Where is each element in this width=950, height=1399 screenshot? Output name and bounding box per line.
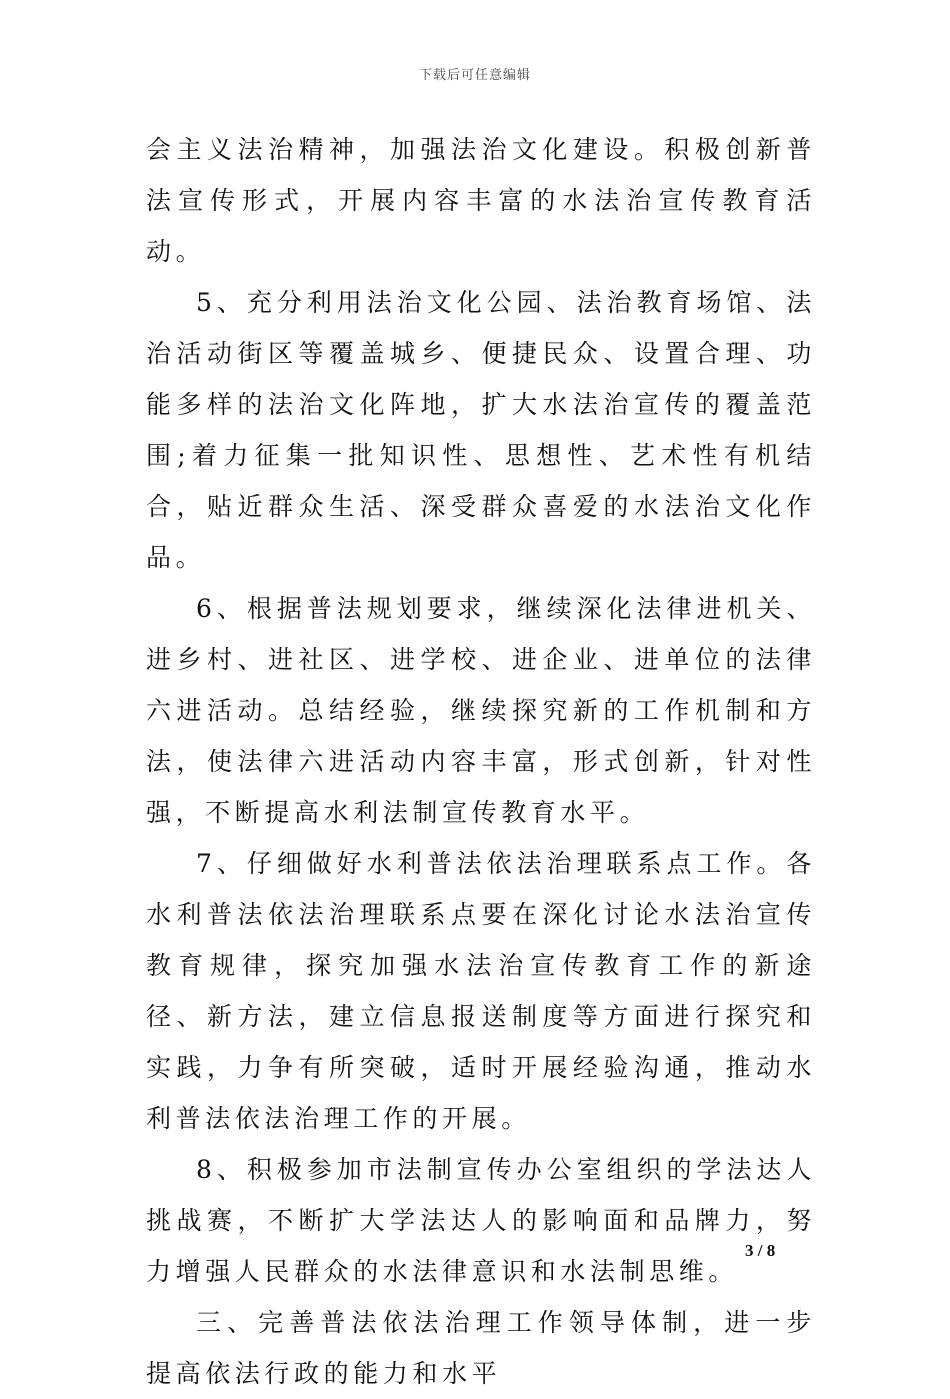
paragraph-continuation: 会主义法治精神，加强法治文化建设。积极创新普法宣传形式，开展内容丰富的水法治宣传教育活动。 (146, 135, 816, 266)
page-number: 3 / 8 (745, 1241, 776, 1260)
page-header-note: 下载后可任意编辑 (418, 68, 531, 83)
section-heading-3: 三、完善普法依法治理工作领导体制，进一步提高依法行政的能力和水平 (146, 1308, 816, 1388)
paragraph-item-6: 6、根据普法规划要求，继续深化法律进机关、进乡村、进社区、进学校、进企业、进单位的法律六进活动。总结经验，继续探究新的工作机制和方法，使法律六进活动内容丰富，形式创新，针对性强，不断提高水利法制宣传教育水平。 (146, 594, 816, 827)
document-body (146, 124, 816, 1399)
paragraph-item-5: 5、充分利用法治文化公园、法治教育场馆、法治活动街区等覆盖城乡、便捷民众、设置合理、功能多样的法治文化阵地，扩大水法治宣传的覆盖范围;着力征集一批知识性、思想性、艺术性有机结合，贴近群众生活、深受群众喜爱的水法治文化作品。 (146, 288, 816, 572)
paragraph-item-8: 8、积极参加市法制宣传办公室组织的学法达人挑战赛，不断扩大学法达人的影响面和品牌力，努力增强人民群众的水法律意识和水法制思维。 (146, 1155, 816, 1286)
paragraph-item-7: 7、仔细做好水利普法依法治理联系点工作。各水利普法依法治理联系点要在深化讨论水法治宣传教育规律，探究加强水法治宣传教育工作的新途径、新方法，建立信息报送制度等方面进行探究和实践，力争有所突破，适时开展经验沟通，推动水利普法依法治理工作的开展。 (146, 849, 816, 1133)
